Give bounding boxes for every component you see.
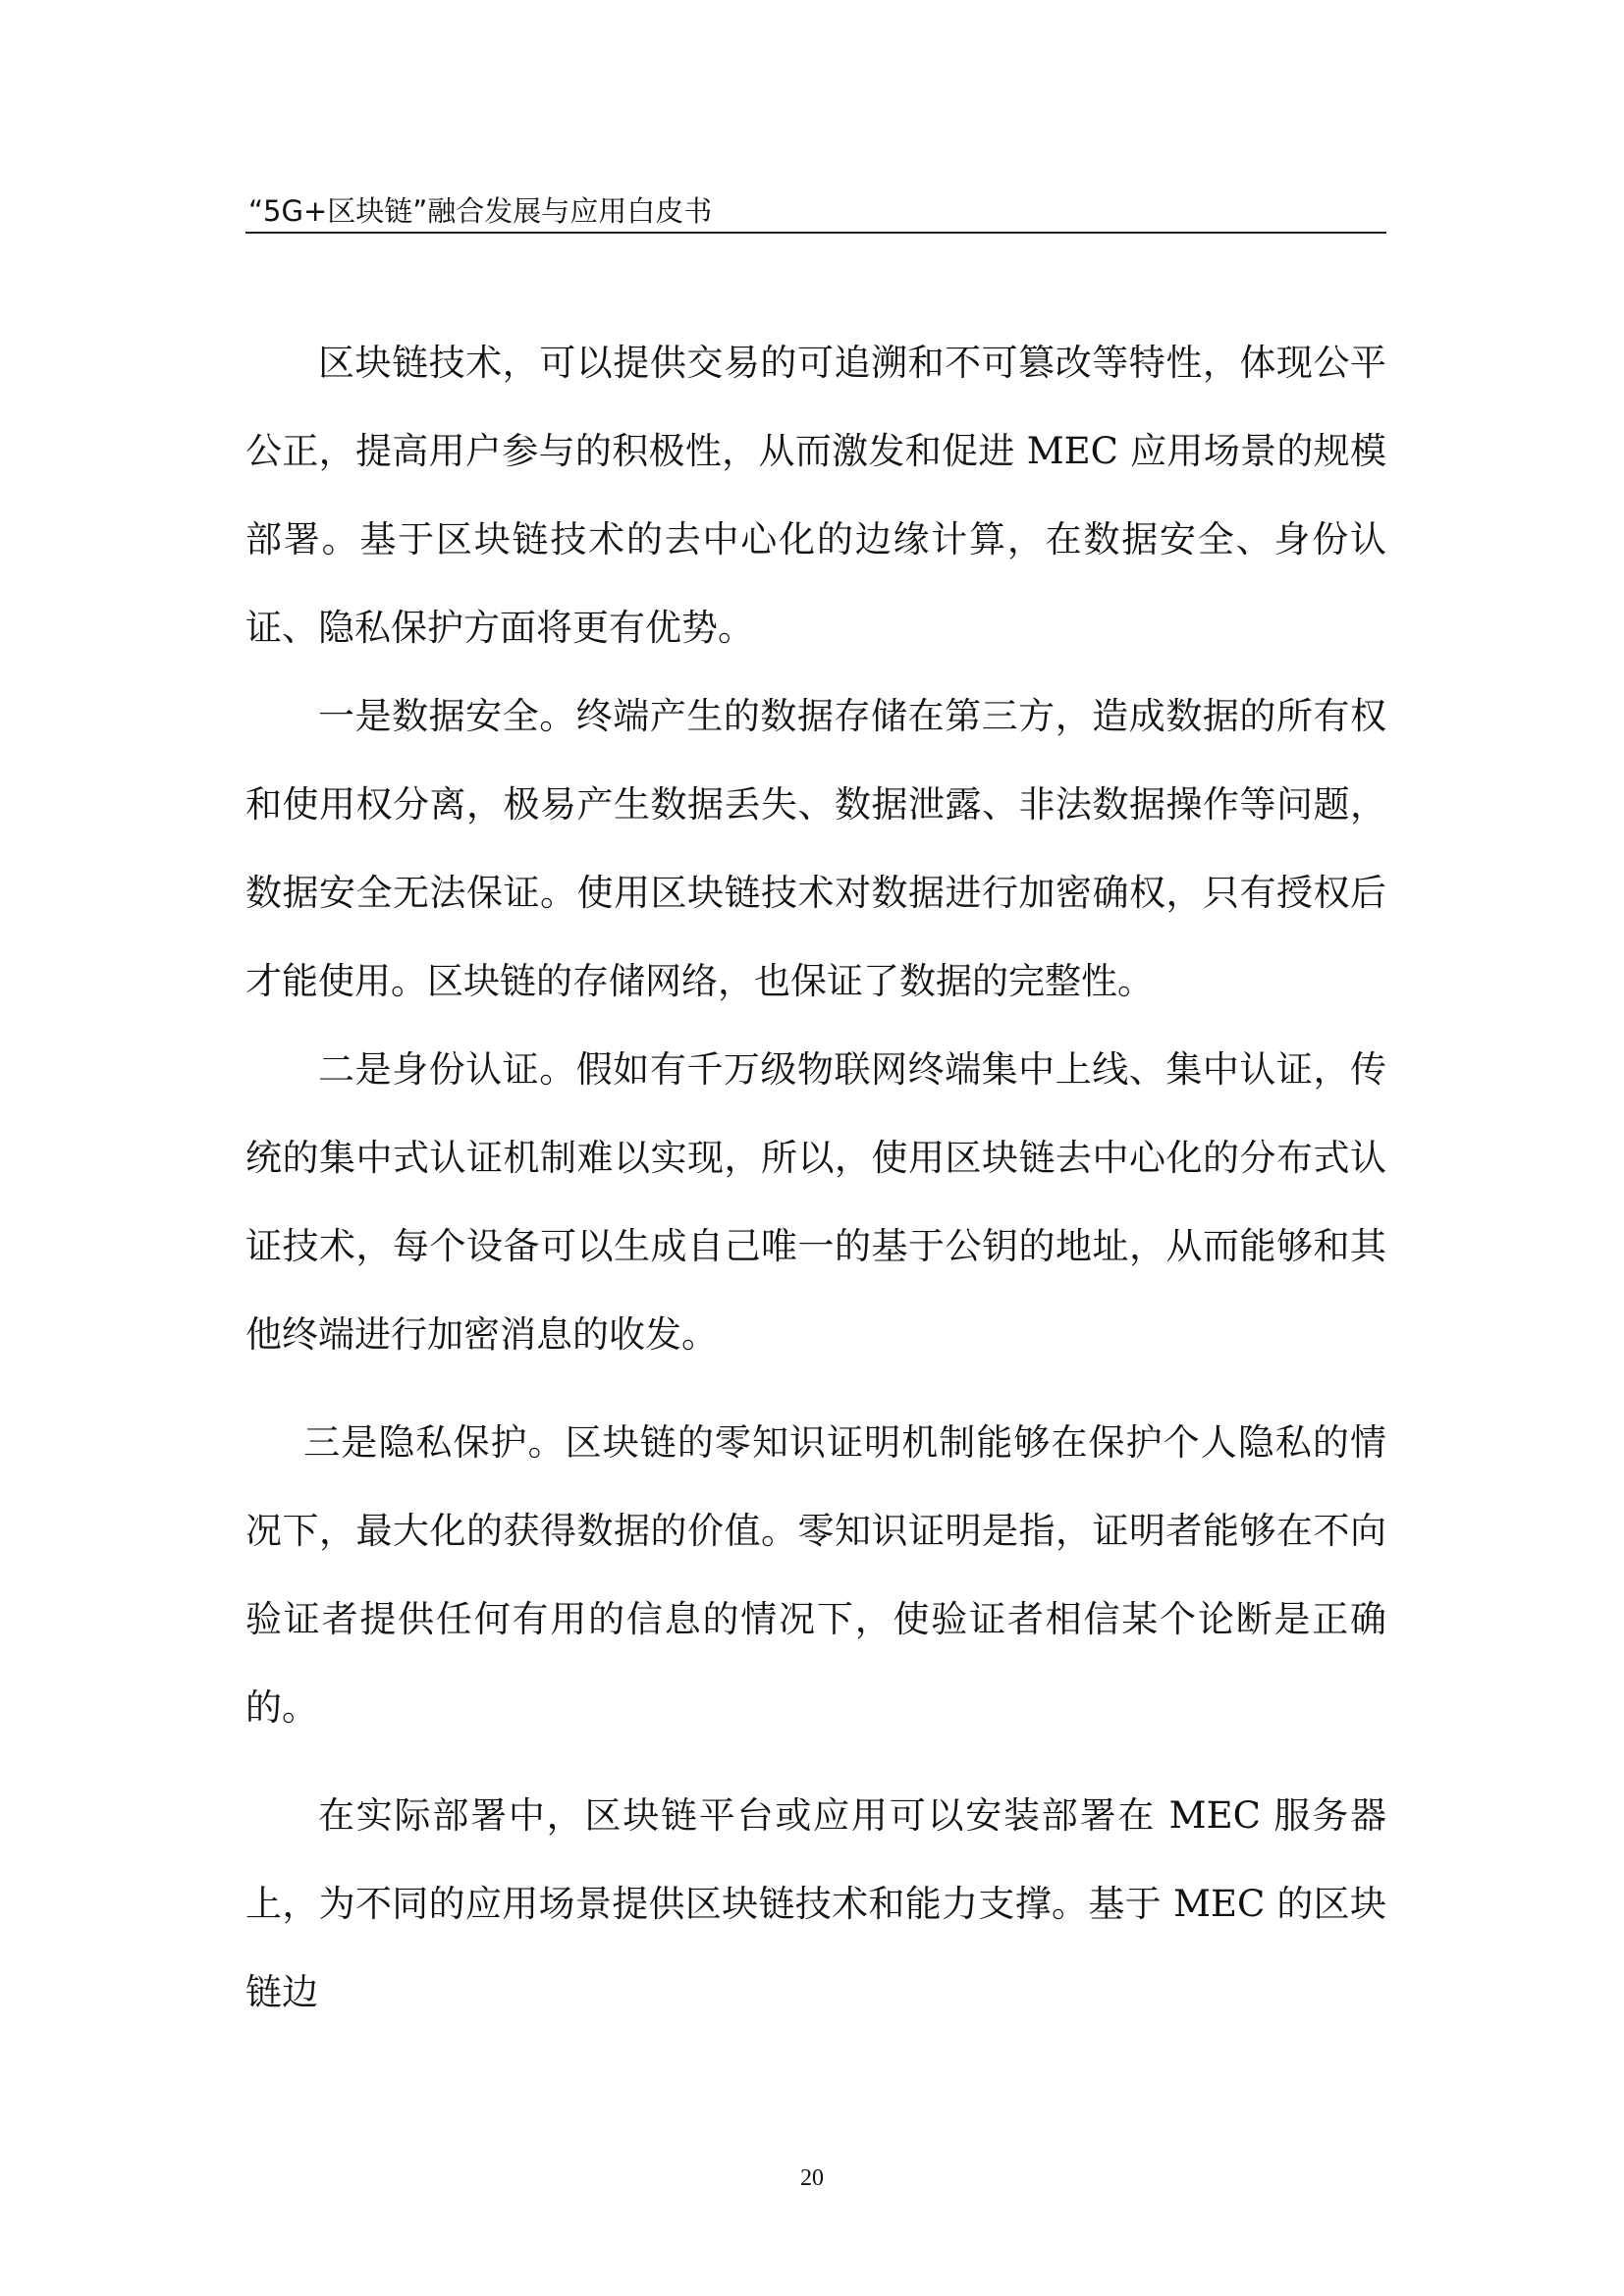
page-number: 20 xyxy=(800,2165,824,2191)
paragraph-intro: 区块链技术，可以提供交易的可追溯和不可篡改等特性，体现公平公正，提高用户参与的积极性，从而激发和促进 MEC 应用场景的规模部署。基于区块链技术的去中心化的边缘计算，在数据安全、身份认证、隐私保护方面将更有优势。 xyxy=(245,342,1386,649)
running-header-title: “5G+区块链”融合发展与应用白皮书 xyxy=(248,194,713,228)
header-divider xyxy=(245,232,1386,234)
paragraph-data-security: 一是数据安全。终端产生的数据存储在第三方，造成数据的所有权和使用权分离，极易产生数据丢失、数据泄露、非法数据操作等问题，数据安全无法保证。使用区块链技术对数据进行加密确权，只有授权后才能使用。区块链的存储网络，也保证了数据的完整性。 xyxy=(245,695,1386,1002)
paragraph-privacy-protection: 三是隐私保护。区块链的零知识证明机制能够在保护个人隐私的情况下，最大化的获得数据的价值。零知识证明是指，证明者能够在不向验证者提供任何有用的信息的情况下，使验证者相信某个论断是正确的。 xyxy=(245,1421,1386,1729)
paragraph-deployment: 在实际部署中，区块链平台或应用可以安装部署在 MEC 服务器上，为不同的应用场景提供区块链技术和能力支撑。基于 MEC 的区块链边 xyxy=(245,1794,1386,2013)
document-body xyxy=(245,319,1386,2037)
paragraph-identity-auth: 二是身份认证。假如有千万级物联网终端集中上线、集中认证，传统的集中式认证机制难以实现，所以，使用区块链去中心化的分布式认证技术，每个设备可以生成自己唯一的基于公钥的地址，从而能够和其他终端进行加密消息的收发。 xyxy=(245,1048,1386,1356)
